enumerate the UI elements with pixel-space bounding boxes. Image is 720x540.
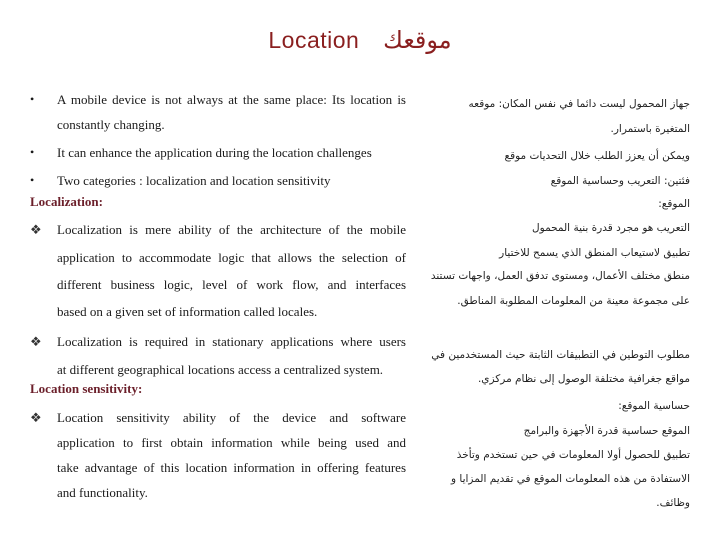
localization-item-1-line-4: based on a given set of information called locales. [57,304,318,319]
sensitivity-heading: Location sensitivity: [30,381,143,396]
arabic-line: حساسية الموقع: [618,400,690,412]
arabic-line: وظائف. [656,497,690,509]
diamond-bullet-icon: ❖ [30,222,42,237]
arabic-line: تطبيق للحصول أولا المعلومات في حين تستخدم وتأخذ [456,449,690,461]
arabic-line: الموقع حساسية قدرة الأجهزة والبرامج [523,425,690,437]
localization-item-1-line-3: different business logic, level of work flow, and interfaces [57,277,406,292]
bullet-1-line-1: A mobile device is not always at the same place: Its location is [57,92,406,107]
sensitivity-item-line-3: take advantage of this location information in offering features [57,460,406,475]
arabic-line: منطق مختلف الأعمال، ومستوى تدفق العمل، واجهات تستند [430,270,690,282]
title-english: Location [268,27,360,53]
bullet-marker: • [30,145,35,159]
bullet-3-line-1: Two categories : localization and location sensitivity [57,173,331,188]
arabic-line: تطبيق لاستيعاب المنطق الذي يسمح للاختيار [499,247,690,259]
sensitivity-item-line-1: Location sensitivity ability of the device and software [57,410,406,425]
arabic-line: الاستفادة من هذه المعلومات الموقع في تقديم المزايا و [450,473,690,485]
arabic-line: التعريب هو مجرد قدرة بنية المحمول [532,222,690,234]
arabic-line: مواقع جغرافية مختلفة الوصول إلى نظام مركزي. [477,373,690,385]
bullet-marker: • [30,173,35,187]
arabic-line: مطلوب التوطين في التطبيقات الثابتة حيث المستخدمين في [431,349,690,361]
sensitivity-item-line-2: application to first obtain information while being used and [57,435,406,450]
diamond-bullet-icon: ❖ [30,334,42,349]
bullet-2-line-1: It can enhance the application during the location challenges [57,145,372,160]
arabic-line: ويمكن أن يعزز الطلب خلال التحديات موقع [504,150,690,162]
arabic-line: جهاز المحمول ليست دائما في نفس المكان: موقعه [468,98,690,110]
localization-heading: Localization: [30,194,103,209]
localization-item-2-line-2: at different geographical locations access a centralized system. [57,362,384,377]
diamond-bullet-icon: ❖ [30,410,42,425]
arabic-line: فئتين: التعريب وحساسية الموقع [550,175,690,187]
localization-item-2-line-1: Localization is required in stationary applications where users [57,334,406,349]
localization-item-1-line-2: application to accommodate logic that allows the selection of [57,250,406,265]
localization-item-1-line-1: Localization is mere ability of the architecture of the mobile [57,222,406,237]
arabic-line: الموقع: [658,198,690,210]
arabic-line: على مجموعة معينة من المعلومات المطلوبة المناطق. [457,295,690,307]
arabic-translation [430,0,690,540]
bullet-1-line-2: constantly changing. [57,117,165,132]
arabic-line: المتغيرة باستمرار. [610,123,690,135]
bullet-marker: • [30,92,35,106]
sensitivity-item-line-4: and functionality. [57,485,148,500]
title-arabic: موقعك [383,26,452,54]
